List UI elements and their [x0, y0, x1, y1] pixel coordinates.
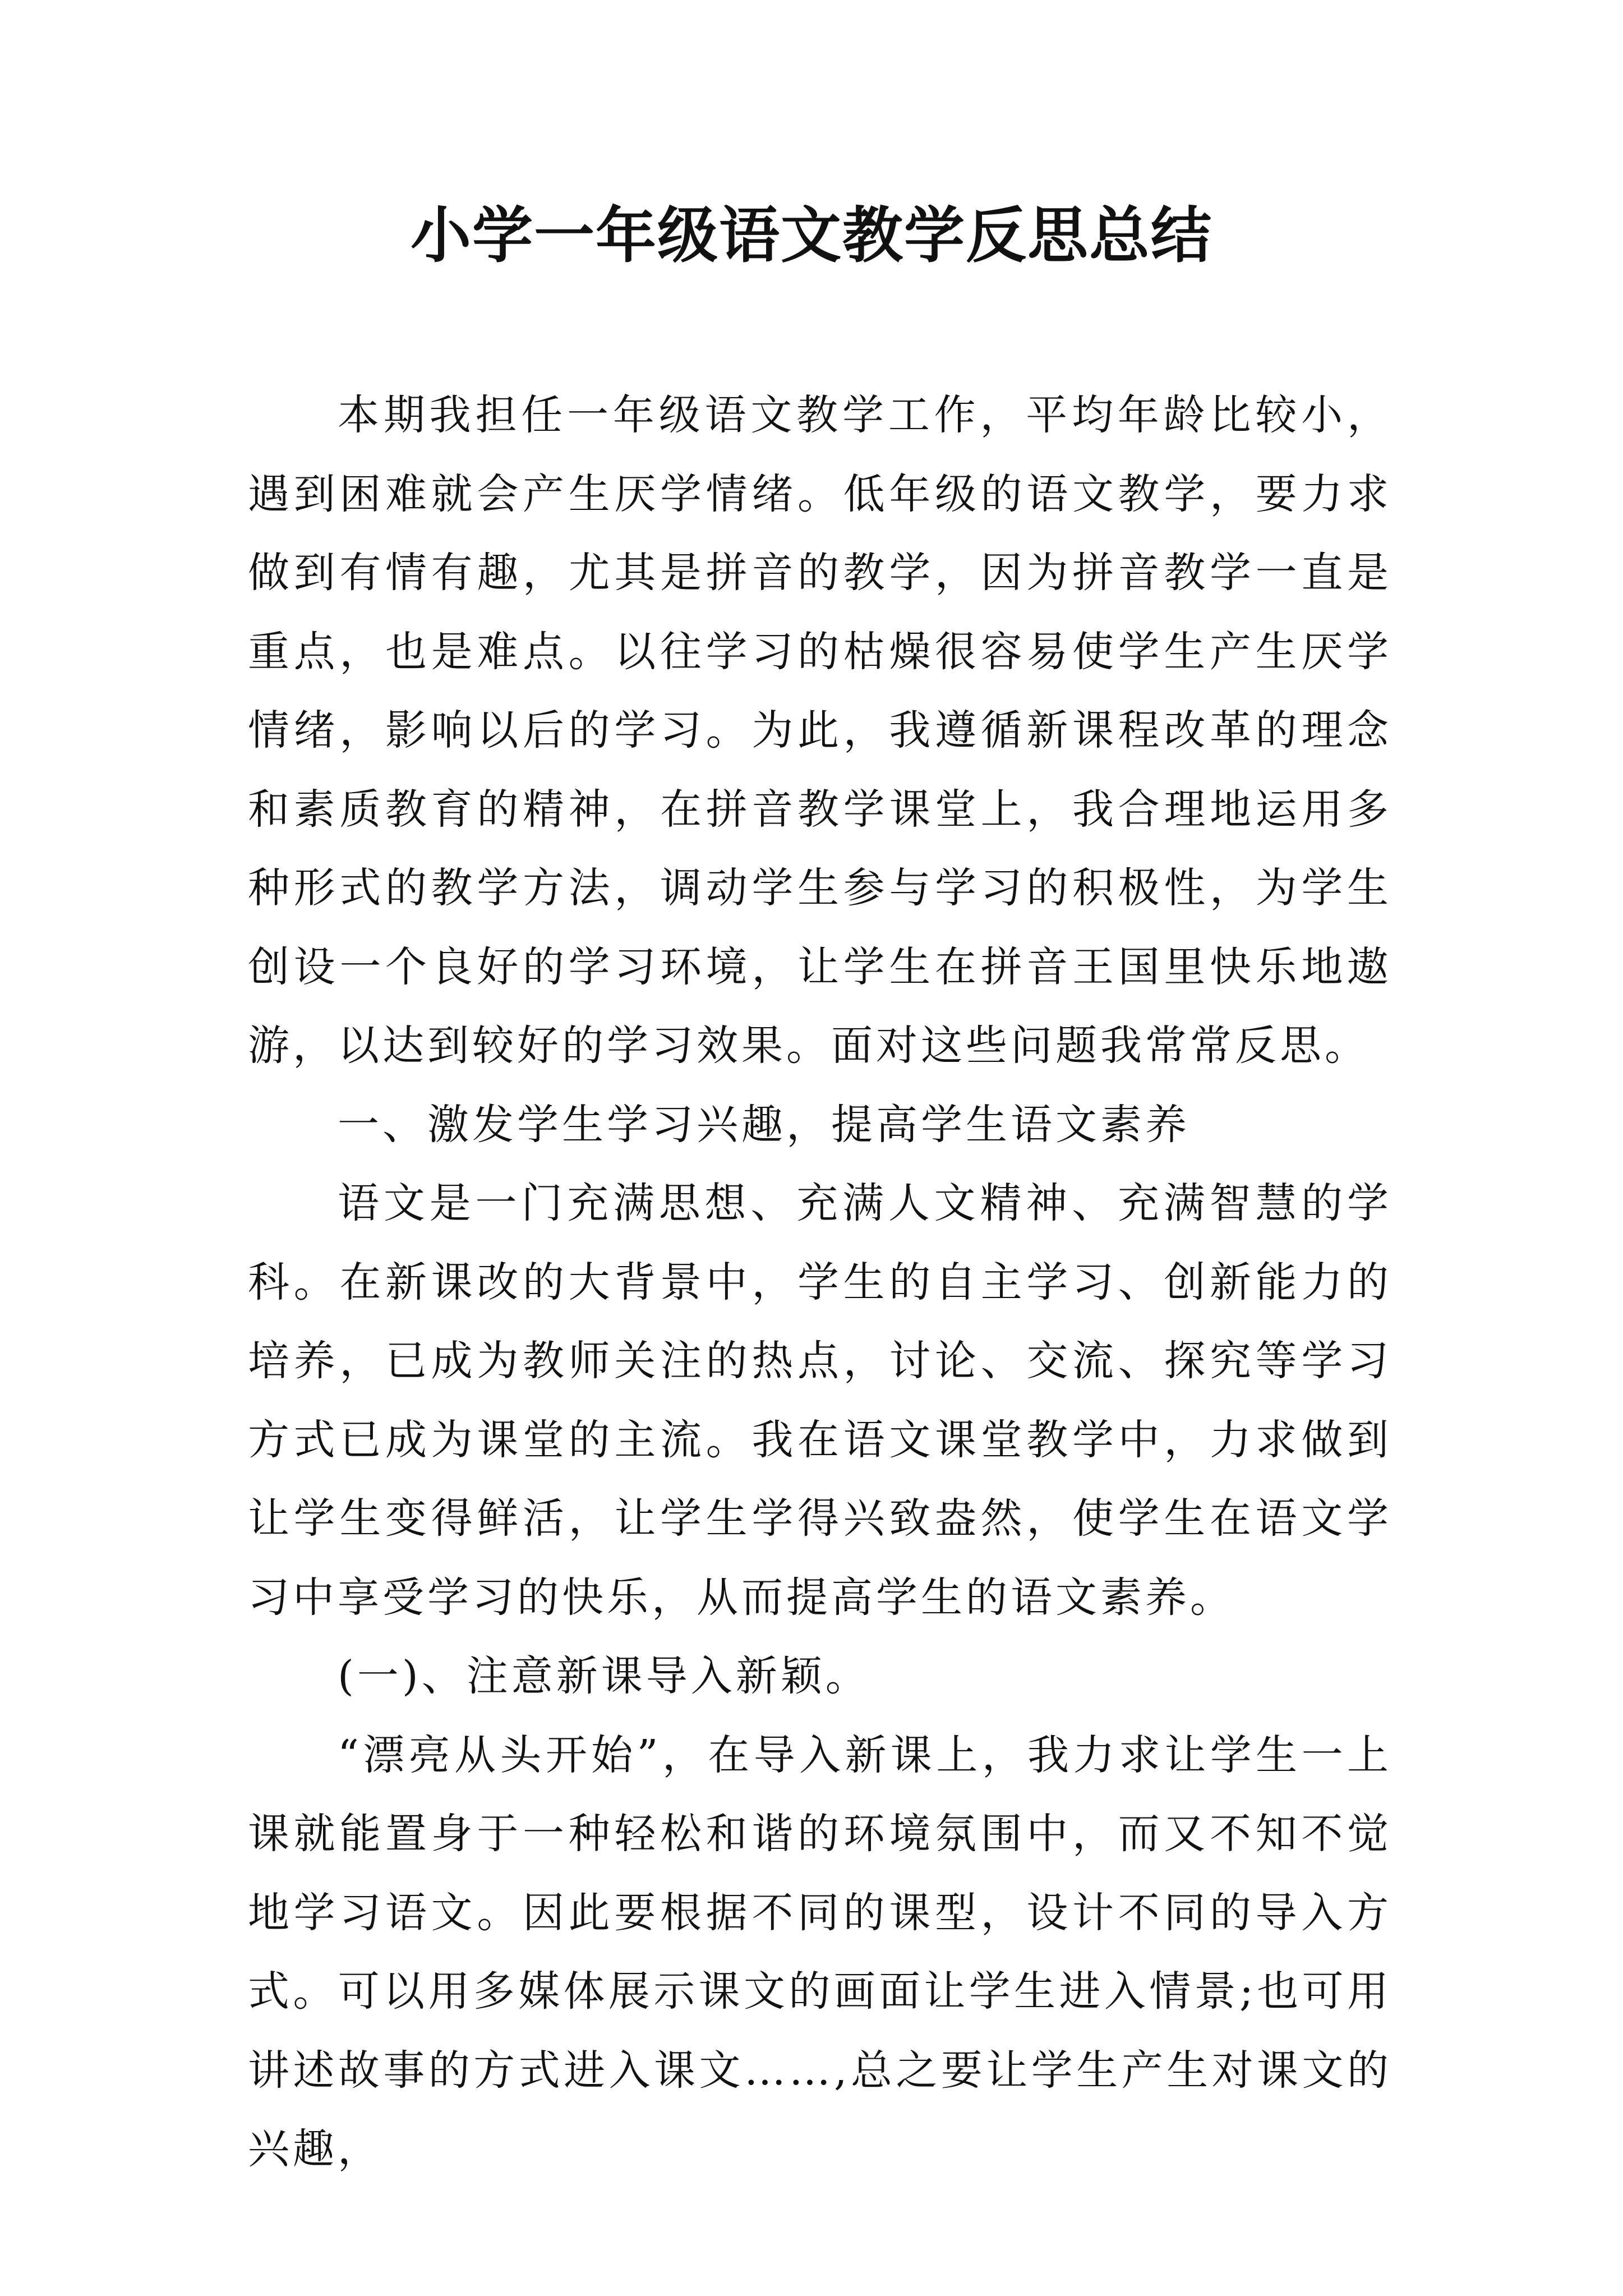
- paragraph-intro: 本期我担任一年级语文教学工作，平均年龄比较小，遇到困难就会产生厌学情绪。低年级的语文教学，要力求做到有情有趣，尤其是拼音的教学，因为拼音教学一直是重点，也是难点。以往学习的枯燥很容易使学生产生厌学情绪，影响以后的学习。为此，我遵循新课程改革的理念和素质教育的精神，在拼音教学课堂上，我合理地运用多种形式的教学方法，调动学生参与学习的积极性，为学生创设一个良好的学习环境，让学生在拼音王国里快乐地遨游，以达到较好的学习效果。面对这些问题我常常反思。: [248, 391, 1392, 1070]
- section-heading-1: 一、激发学生学习兴趣，提高学生语文素养: [338, 1100, 1190, 1149]
- paragraph-subsection-1: “漂亮从头开始”，在导入新课上，我力求让学生一上课就能置身于一种轻松和谐的环境氛围中，而又不知不觉地学习语文。因此要根据不同的课型，设计不同的导入方式。可以用多媒体展示课文的画面让学生进入情景;也可用讲述故事的方式进入课文……,总之要让学生产生对课文的兴趣，: [248, 1731, 1392, 2173]
- document-body: [248, 376, 1392, 2189]
- paragraph-section-1: 语文是一门充满思想、充满人文精神、充满智慧的学科。在新课改的大背景中，学生的自主学习、创新能力的培养，已成为教师关注的热点，讨论、交流、探究等学习方式已成为课堂的主流。我在语文课堂教学中，力求做到让学生变得鲜活，让学生学得兴致盎然，使学生在语文学习中享受学习的快乐，从而提高学生的语文素养。: [248, 1179, 1392, 1622]
- document-title: 小学一年级语文教学反思总结: [410, 200, 1212, 271]
- subsection-heading-1: (一)、注意新课导入新颖。: [338, 1652, 870, 1700]
